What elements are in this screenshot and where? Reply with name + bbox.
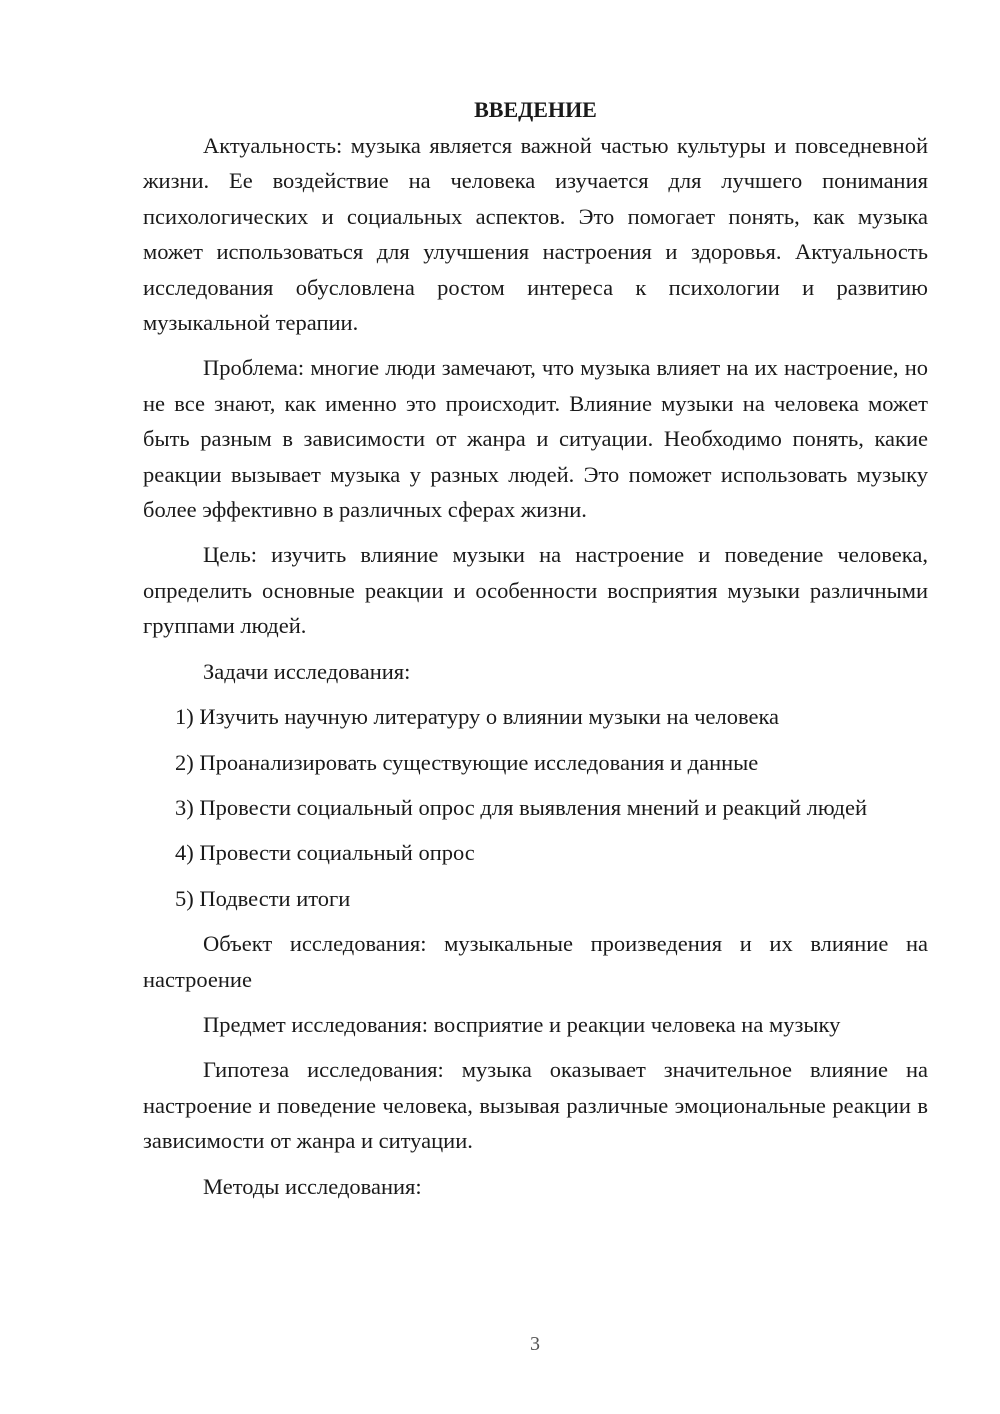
page-content bbox=[143, 94, 928, 1214]
task-item-1: 1) Изучить научную литературу о влиянии музыки на человека bbox=[175, 704, 780, 730]
paragraph-methods: Методы исследования: bbox=[203, 1173, 422, 1199]
task-item-5: 5) Подвести итоги bbox=[175, 885, 351, 911]
task-item-4: 4) Провести социальный опрос bbox=[175, 840, 475, 866]
page-number: 3 bbox=[530, 1333, 540, 1355]
paragraph-problem: Проблема: многие люди замечают, что музыка влияет на их настроение, но не все знают, как именно это происходит. Влияние музыки на человека может быть разным в зависимости от жанра и ситуации. Необходимо понять, какие реакции вызывает музыка у разных людей. Это поможет использовать музыку более эффективно в различных сферах жизни. bbox=[143, 355, 928, 523]
paragraph-tasks-heading: Задачи исследования: bbox=[203, 658, 411, 684]
task-item-3: 3) Провести социальный опрос для выявления мнений и реакций людей bbox=[175, 794, 867, 820]
paragraph-goal: Цель: изучить влияние музыки на настроение и поведение человека, определить основные реакции и особенности восприятия музыки различными группами людей. bbox=[143, 542, 928, 639]
page-title: ВВЕДЕНИЕ bbox=[474, 97, 597, 122]
paragraph-object: Объект исследования: музыкальные произведения и их влияние на настроение bbox=[143, 931, 928, 992]
paragraph-hypothesis: Гипотеза исследования: музыка оказывает значительное влияние на настроение и поведение человека, вызывая различные эмоциональные реакции в зависимости от жанра и ситуации. bbox=[143, 1057, 928, 1154]
paragraph-relevance: Актуальность: музыка является важной частью культуры и повседневной жизни. Ее воздействие на человека изучается для лучшего понимания психологических и социальных аспектов. Это помогает понять, как музыка может использоваться для улучшения настроения и здоровья. Актуальность исследования обусловлена ростом интереса к психологии и развитию музыкальной терапии. bbox=[143, 133, 928, 336]
task-item-2: 2) Проанализировать существующие исследования и данные bbox=[175, 749, 759, 775]
paragraph-subject: Предмет исследования: восприятие и реакции человека на музыку bbox=[203, 1011, 841, 1037]
